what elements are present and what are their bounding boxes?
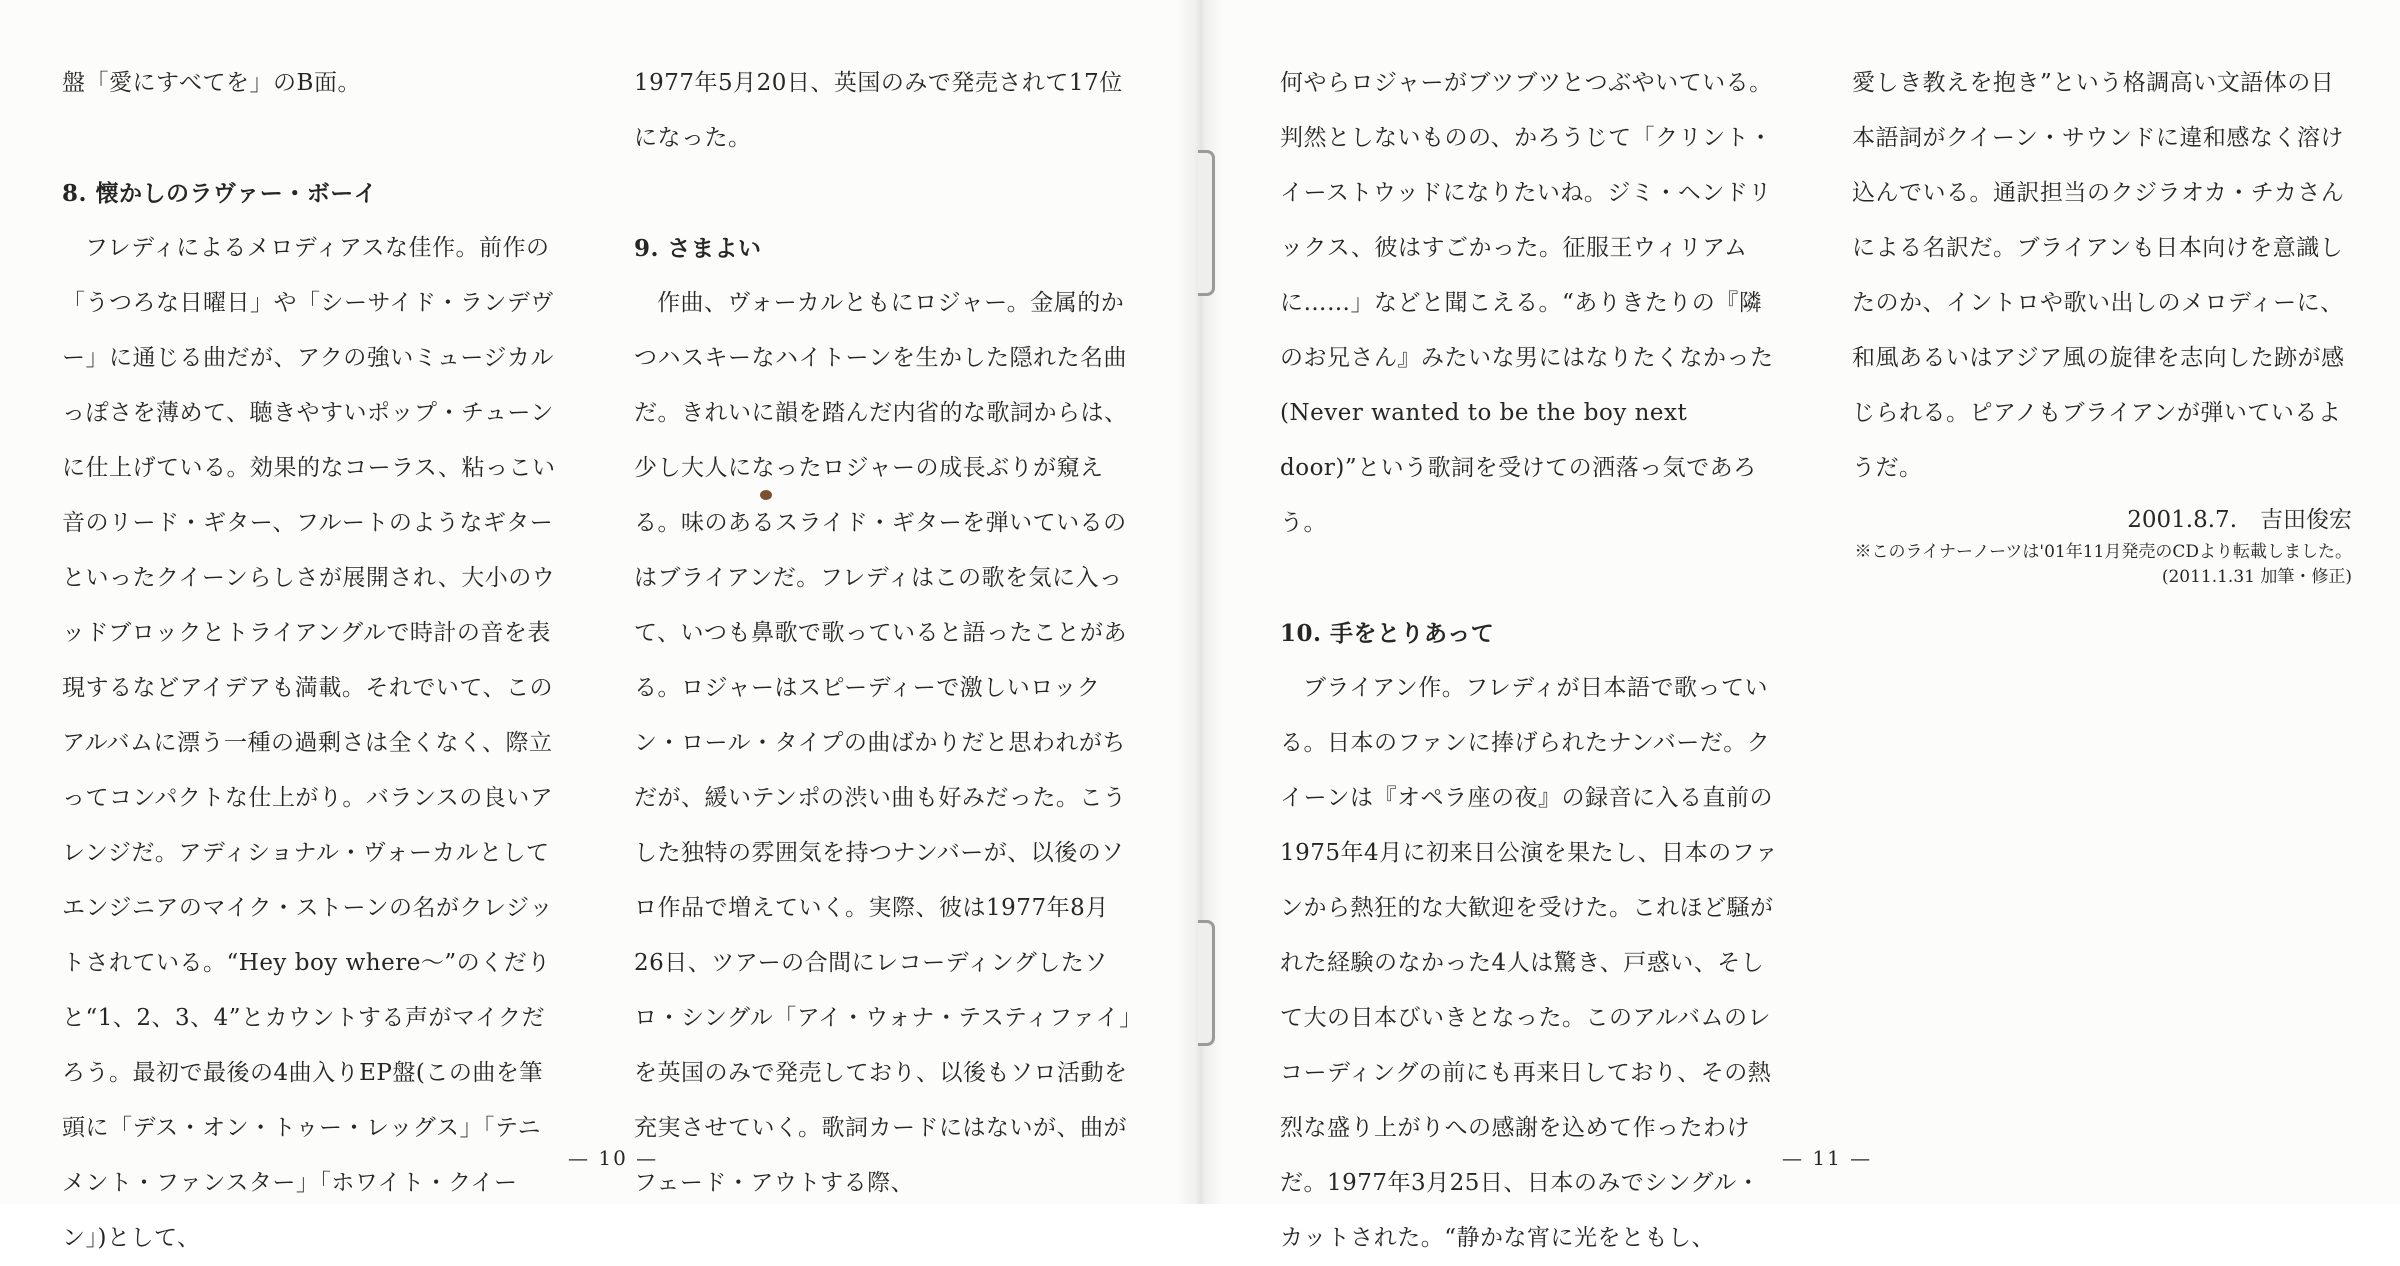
section-body-9: 作曲、ヴォーカルともにロジャー。金属的かつハスキーなハイトーンを生かした隠れた名曲だ。きれいに韻を踏んだ内省的な歌詞からは、少し大人になったロジャーの成長ぶりが窺える。味のあるスライド・ギターを弾いているのはブライアンだ。フレディはこの歌を気に入って、いつも鼻歌で歌っていると語ったことがある。ロジャーはスピーディーで激しいロックン・ロール・タイプの曲ばかりだと思われがちだが、緩いテンポの渋い曲も好みだった。こうした独特の雰囲気を持つナンバーが、以後のソロ作品で増えていく。実際、彼は1977年8月26日、ツアーの合間にレコーディングしたソロ・シングル「アイ・ウォナ・テスティファイ」を英国のみで発売しており、以後もソロ活動を充実させていく。歌詞カードにはないが、曲がフェード・アウトする際、 xyxy=(634,290,1132,1196)
author-signature: 2001.8.7. 吉田俊宏 xyxy=(2127,507,2352,533)
section-heading-8: 8. 懐かしのラヴァー・ボーイ xyxy=(62,180,378,207)
page-number-right: — 11 — xyxy=(1782,1146,1873,1170)
column-2 xyxy=(634,56,1134,1211)
carry-over-text: 盤「愛にすべてを」のB面。 xyxy=(62,70,361,96)
reprint-note-line-2: (2011.1.31 加筆・修正) xyxy=(2161,567,2352,587)
column-4 xyxy=(1852,56,2352,496)
section-heading-10: 10. 手をとりあって xyxy=(1280,620,1495,647)
column-1 xyxy=(62,56,562,1266)
section-body-8: フレディによるメロディアスな佳作。前作の「うつろな日曜日」や「シーサイド・ランデヴー」に通じる曲だが、アクの強いミュージカルっぽさを薄めて、聴きやすいポップ・チューンに仕上げている。効果的なコーラス、粘っこい音のリード・ギター、フルートのようなギターといったクイーンらしさが展開され、大小のウッドブロックとトライアングルで時計の音を表現するなどアイデアも満載。それでいて、このアルバムに漂う一種の過剰さは全くなく、際立ってコンパクトな仕上がり。バランスの良いアレンジだ。アディショナル・ヴォーカルとしてエンジニアのマイク・ストーンの名がクレジットされている。“Hey boy where～”のくだりと“1、2、3、4”とカウントする声がマイクだろう。最初で最後の4曲入りEP盤(この曲を筆頭に「デス・オン・トゥー・レッグス」「テニメント・ファンスター」「ホワイト・クイーン」)として、 xyxy=(62,235,556,1251)
section-heading-9: 9. さまよい xyxy=(634,235,762,262)
section-body-10: ブライアン作。フレディが日本語で歌っている。日本のファンに捧げられたナンバーだ。クイーンは『オペラ座の夜』の録音に入る直前の1975年4月に初来日公演を果たし、日本のファンから熱狂的な大歓迎を受けた。これほど騒がれた経験のなかった4人は驚き、戸惑い、そして大の日本びいきとなった。このアルバムのレコーディングの前にも再来日しており、その熱烈な盛り上がりへの感謝を込めて作ったわけだ。1977年3月25日、日本のみでシングル・カットされた。“静かな宵に光をともし、 xyxy=(1280,675,1779,1251)
reprint-note xyxy=(1852,540,2352,590)
staple-top xyxy=(1198,150,1215,296)
column-3 xyxy=(1280,56,1780,1266)
carry-over-text: 何やらロジャーがブツブツとつぶやいている。判然としないものの、かろうじて「クリント・イーストウッドになりたいね。ジミ・ヘンドリックス、彼はすごかった。征服王ウィリアムに……」などと聞こえる。“ありきたりの『隣のお兄さん』みたいな男にはなりたくなかった(Never wanted to be the boy next door)”という歌詞を受けての洒落っ気であろう。 xyxy=(1280,70,1774,536)
carry-over-text: 1977年5月20日、英国のみで発売されて17位になった。 xyxy=(634,70,1123,151)
reprint-note-line-1: ※このライナーノーツは'01年11月発売のCDより転載しました。 xyxy=(1854,542,2352,562)
page-number-left: — 10 — xyxy=(568,1146,659,1170)
carry-over-text: 愛しき教えを抱き”という格調高い文語体の日本語詞がクイーン・サウンドに違和感なく溶け込んでいる。通訳担当のクジラオカ・チカさんによる名訳だ。ブライアンも日本向けを意識したのか、イントロや歌い出しのメロディーに、和風あるいはアジア風の旋律を志向した跡が感じられる。ピアノもブライアンが弾いているようだ。 xyxy=(1852,70,2345,481)
staple-bottom xyxy=(1198,920,1215,1046)
